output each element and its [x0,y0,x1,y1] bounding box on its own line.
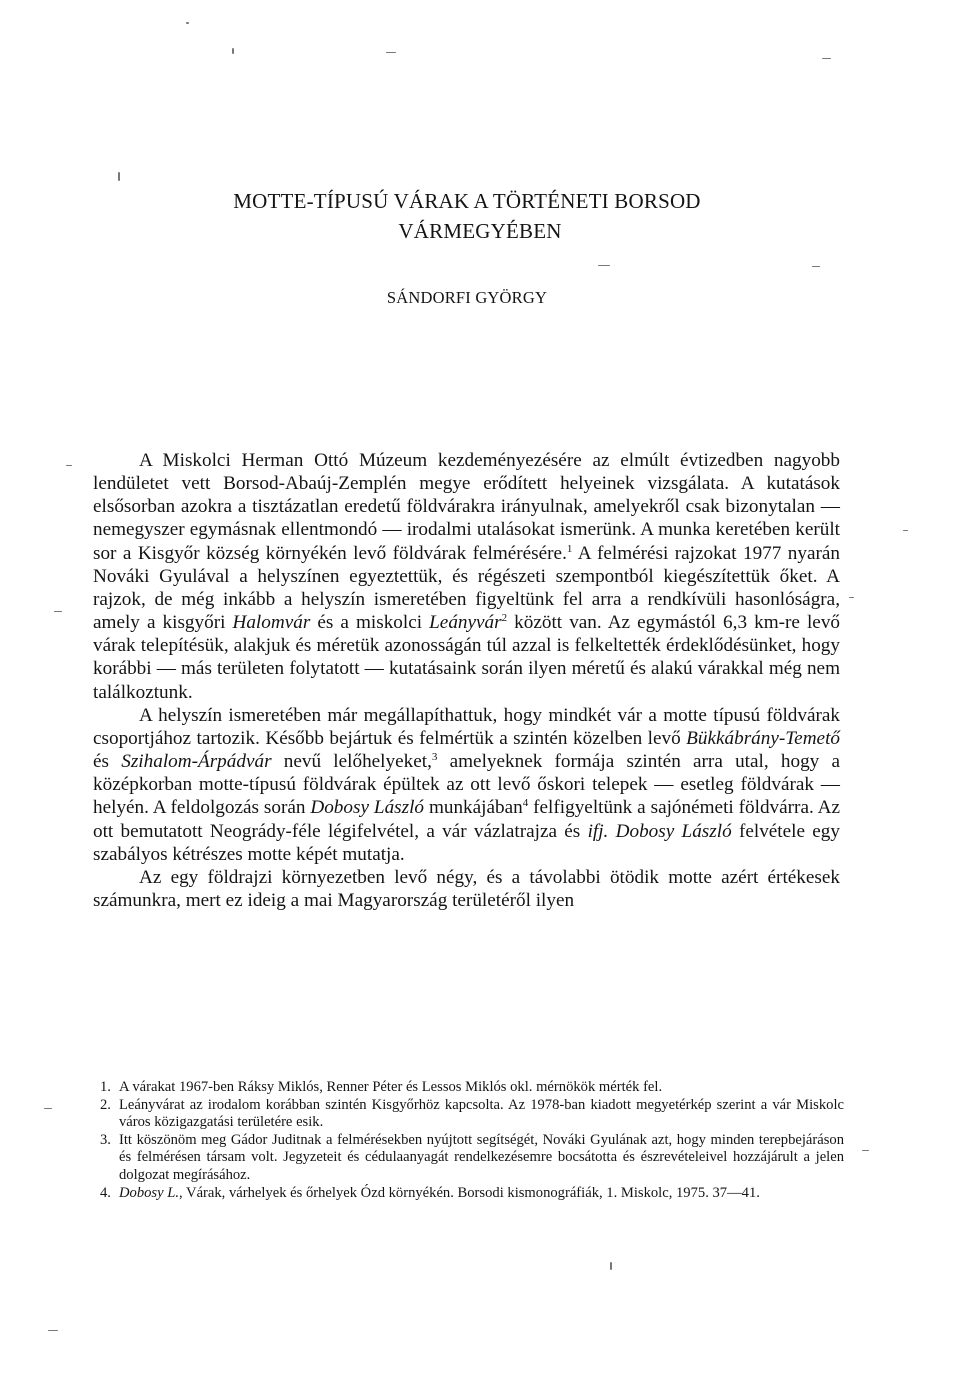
footnote-text [119,1185,844,1203]
body-paragraph [93,704,840,866]
article-body [93,449,840,912]
text-run: és a miskolci [310,612,430,634]
footnote-number: 3. [100,1131,111,1148]
scan-speck [118,172,120,181]
scan-speck [822,58,831,59]
text-run: Itt köszönöm meg Gádor Juditnak a felmérésekben nyújtott segítségét, Nováki Gyulának azt, hogy minden terepbejáráson és felmérésen társam volt. Jegyzeteit és cédulaanyagát rendelkezésemre bocsátotta és észrevételeivel hozzájárult a jelen dolgozat megírásához. [119,1131,844,1183]
text-run: és [93,751,122,773]
text-run: amelyeknek formája szintén arra utal, hogy a középkorban motte-típusú földvárak épültek az ott levő őskori telepek — esetleg földvárak — helyén. A feldolgozás során [93,751,841,819]
body-paragraph [93,449,840,704]
footnote-reference: 3 [431,751,438,764]
article-title [0,186,960,246]
text-run: Leányvárat az irodalom korábban szintén Kisgyőrhöz kapcsolta. Az 1978-ban kiadott megyetérkép szerint a vár Miskolc város közigazgatási területére esik. [119,1096,844,1131]
scan-speck [186,22,189,24]
italic-name: Dobosy László [310,797,425,819]
text-run: között van. Az egymástól 6,3 km-re levő várak telepítésük, alakjuk és méretük azonosságán túl azzal is felkeltették érdeklődésünket, hogy korábbi — más területen folytatott — kutatásaink során ilyen méretű és alakú várakkal még nem találkoztunk. [93,612,841,703]
scan-speck [44,1108,52,1109]
text-run: , Várak, várhelyek és őrhelyek Ózd környékén. Borsodi kismonográfiák, 1. Miskolc, 1975. 37—41. [179,1184,760,1201]
text-run: A felmérési rajzokat 1977 nyarán Nováki Gyulával a helyszínen egyeztettük, és régészeti szempontból kiegészítettük őket. A rajzok, de még inkább a helyszín ismeretében figyeltünk fel arra a rendkívüli hasonlóságra, amely a kisgyőri [93,542,840,634]
footnote [100,1132,844,1185]
text-run: Az egy földrajzi környezetben levő négy, és a távolabbi ötödik motte azért értékesek számunkra, mert ez ideig a mai Magyarország területéről ilyen [93,866,840,911]
footnote [100,1185,844,1203]
scan-speck [54,611,62,612]
footnote-reference: 1 [566,542,573,555]
scan-speck [849,597,854,598]
italic-name: Leányvár [429,612,502,634]
scan-speck [48,1330,58,1331]
scan-speck [610,1262,612,1270]
text-run: nevű lelőhelyeket, [271,751,432,773]
text-run: felvétele egy szabályos kétrészes motte képét mutatja. [93,820,840,865]
article-title-line-1: MOTTE-TÍPUSÚ VÁRAK A TÖRTÉNETI BORSOD [233,189,701,213]
footnote-reference: 2 [501,612,508,625]
footnote [100,1079,844,1097]
body-paragraph [93,866,840,912]
footnote-text [119,1079,844,1097]
italic-name: ifj. Dobosy László [587,820,732,842]
footnote-number: 1. [100,1079,111,1095]
footnote [100,1097,844,1132]
author-name: SÁNDORFI GYÖRGY [386,288,548,307]
scan-speck [903,530,908,531]
text-run: A várakat 1967-ben Ráksy Miklós, Renner Péter és Lessos Miklós okl. mérnökök mérték fel. [119,1079,663,1095]
text-run: A helyszín ismeretében már megállapíthattuk, hogy mindkét vár a motte típusú földvárak csoportjához tartozik. Később bejártuk és felmértük a szintén közelben levő [93,704,840,749]
article-title-line-2: VÁRMEGYÉBEN [398,219,562,243]
scan-speck [232,48,234,54]
footnote-text [119,1097,844,1132]
footnote-number: 4. [100,1184,111,1201]
scan-speck [66,465,72,466]
scan-speck [598,265,610,266]
text-run: A Miskolci Herman Ottó Múzeum kezdeményezésére az elmúlt évtizedben nagyobb lendületet vett Borsod-Abaúj-Zemplén megye erődített helyeinek vizsgálata. A kutatások elsősorban azokra a tisztázatlan eredetű földvárakra irányulnak, amelyekről csak bizonytalan — nemegyszer egymásnak ellentmondó — irodalmi utalásokat ismerünk. A munka keretében került sor a Kisgyőr község környékén levő földvárak felmérésére. [93,450,840,564]
scan-speck [812,266,820,267]
footnote-number: 2. [100,1096,111,1113]
italic-name: Bükkábrány-Temető [686,727,840,749]
text-run: munkájában [424,797,523,819]
italic-name: Szihalom-Árpádvár [121,751,272,773]
scan-speck [386,52,396,53]
italic-name: Halomvár [232,612,311,634]
footnotes [100,1079,844,1202]
text-run: felfigyeltünk a sajónémeti földvárra. Az ott bemutatott Neogrády-féle légifelvétel, a vár vázlatrajza és [93,797,840,842]
italic-name: Dobosy L. [119,1184,179,1201]
footnote-text [119,1132,844,1185]
scan-speck [862,1150,869,1151]
footnote-reference: 4 [522,797,529,810]
